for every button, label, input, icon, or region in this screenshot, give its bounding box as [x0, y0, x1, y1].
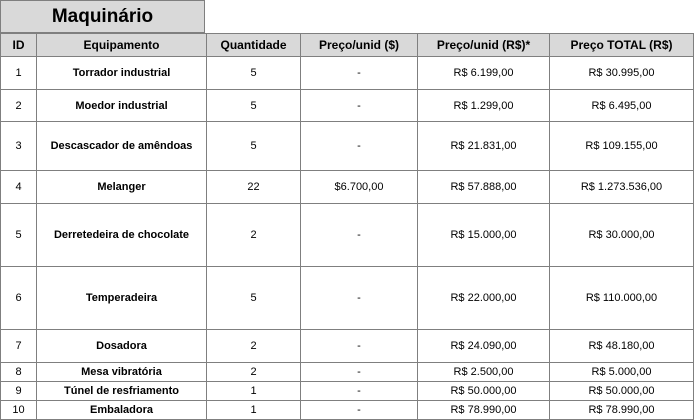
cell-preco-usd: - [301, 401, 418, 420]
cell-equipamento: Embaladora [37, 401, 207, 420]
cell-quantidade: 5 [207, 57, 301, 90]
machinery-table [0, 33, 694, 420]
cell-total: R$ 48.180,00 [550, 330, 694, 363]
header-preco-brl: Preço/unid (R$)* [418, 34, 550, 57]
cell-preco-brl: R$ 50.000,00 [418, 382, 550, 401]
cell-quantidade: 2 [207, 363, 301, 382]
cell-preco-usd: - [301, 330, 418, 363]
cell-id: 2 [1, 90, 37, 122]
cell-total: R$ 6.495,00 [550, 90, 694, 122]
cell-preco-brl: R$ 78.990,00 [418, 401, 550, 420]
cell-equipamento: Dosadora [37, 330, 207, 363]
cell-preco-usd: - [301, 57, 418, 90]
header-quantidade: Quantidade [207, 34, 301, 57]
header-preco-usd: Preço/unid ($) [301, 34, 418, 57]
cell-id: 5 [1, 204, 37, 267]
table-row [1, 90, 694, 122]
cell-preco-brl: R$ 2.500,00 [418, 363, 550, 382]
cell-preco-usd: - [301, 122, 418, 171]
table-row [1, 401, 694, 420]
cell-quantidade: 5 [207, 122, 301, 171]
cell-preco-brl: R$ 15.000,00 [418, 204, 550, 267]
table-row [1, 267, 694, 330]
table-row [1, 330, 694, 363]
table-row [1, 122, 694, 171]
cell-total: R$ 110.000,00 [550, 267, 694, 330]
cell-preco-usd: - [301, 267, 418, 330]
cell-equipamento: Moedor industrial [37, 90, 207, 122]
cell-equipamento: Túnel de resfriamento [37, 382, 207, 401]
table-row [1, 171, 694, 204]
table-row [1, 57, 694, 90]
cell-total: R$ 30.000,00 [550, 204, 694, 267]
cell-total: R$ 5.000,00 [550, 363, 694, 382]
cell-equipamento: Mesa vibratória [37, 363, 207, 382]
cell-id: 8 [1, 363, 37, 382]
cell-id: 10 [1, 401, 37, 420]
cell-id: 7 [1, 330, 37, 363]
cell-id: 6 [1, 267, 37, 330]
cell-preco-usd: - [301, 90, 418, 122]
cell-preco-brl: R$ 1.299,00 [418, 90, 550, 122]
header-id: ID [1, 34, 37, 57]
table-row [1, 382, 694, 401]
cell-quantidade: 5 [207, 267, 301, 330]
table-row [1, 363, 694, 382]
cell-id: 3 [1, 122, 37, 171]
cell-total: R$ 30.995,00 [550, 57, 694, 90]
cell-id: 1 [1, 57, 37, 90]
cell-equipamento: Derretedeira de chocolate [37, 204, 207, 267]
cell-equipamento: Descascador de amêndoas [37, 122, 207, 171]
cell-preco-usd: - [301, 204, 418, 267]
cell-equipamento: Melanger [37, 171, 207, 204]
cell-quantidade: 1 [207, 382, 301, 401]
cell-total: R$ 78.990,00 [550, 401, 694, 420]
cell-id: 9 [1, 382, 37, 401]
cell-quantidade: 2 [207, 330, 301, 363]
table-title: Maquinário [0, 0, 205, 33]
cell-equipamento: Torrador industrial [37, 57, 207, 90]
cell-total: R$ 109.155,00 [550, 122, 694, 171]
table-row [1, 204, 694, 267]
header-equipamento: Equipamento [37, 34, 207, 57]
header-row [1, 34, 694, 57]
cell-preco-brl: R$ 57.888,00 [418, 171, 550, 204]
cell-quantidade: 1 [207, 401, 301, 420]
header-preco-total: Preço TOTAL (R$) [550, 34, 694, 57]
cell-id: 4 [1, 171, 37, 204]
cell-preco-usd: - [301, 382, 418, 401]
cell-quantidade: 2 [207, 204, 301, 267]
cell-preco-usd: $6.700,00 [301, 171, 418, 204]
cell-quantidade: 22 [207, 171, 301, 204]
cell-preco-brl: R$ 6.199,00 [418, 57, 550, 90]
cell-preco-brl: R$ 24.090,00 [418, 330, 550, 363]
cell-preco-usd: - [301, 363, 418, 382]
cell-total: R$ 50.000,00 [550, 382, 694, 401]
cell-total: R$ 1.273.536,00 [550, 171, 694, 204]
cell-equipamento: Temperadeira [37, 267, 207, 330]
cell-quantidade: 5 [207, 90, 301, 122]
cell-preco-brl: R$ 21.831,00 [418, 122, 550, 171]
cell-preco-brl: R$ 22.000,00 [418, 267, 550, 330]
